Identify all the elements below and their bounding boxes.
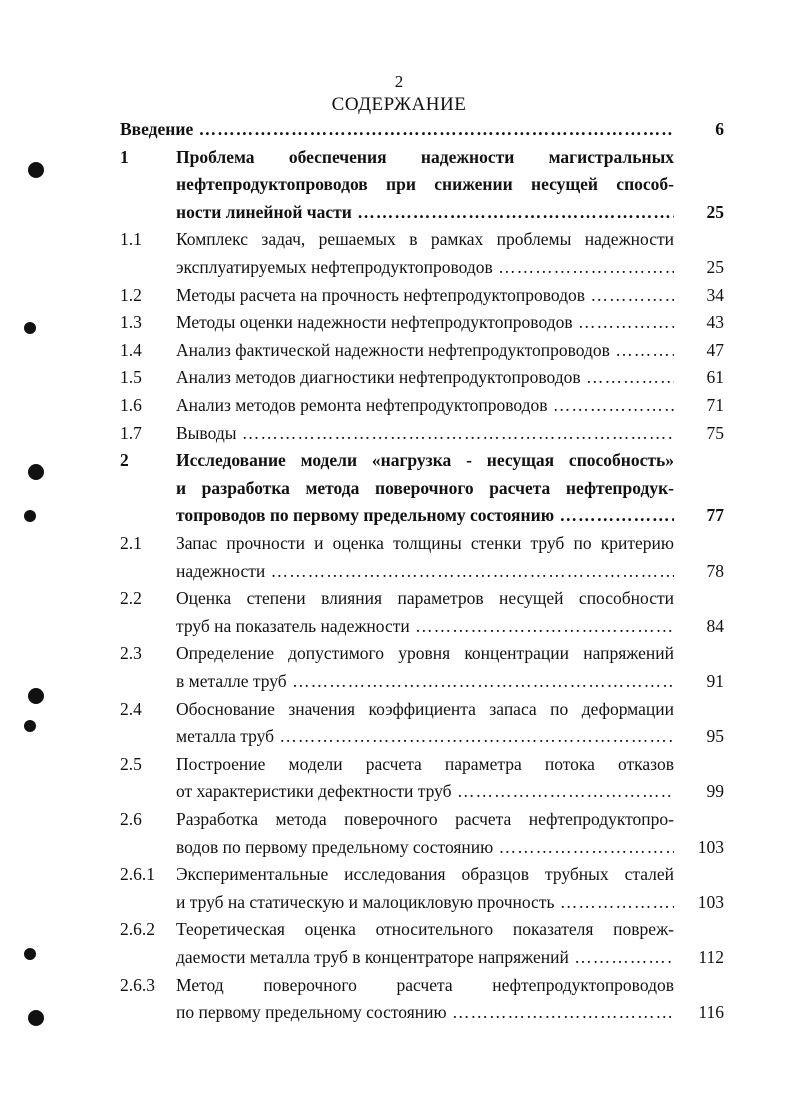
toc-entry-page: 99 bbox=[706, 781, 724, 802]
toc-entry-number: 1.7 bbox=[120, 422, 142, 443]
toc-entry-page: 116 bbox=[698, 1002, 724, 1023]
toc-entry-number: 1.5 bbox=[120, 367, 142, 388]
toc-entry-title: даемости металла труб в концентраторе напряжений ……………………………………………………………………………………………………………………………………… bbox=[176, 944, 674, 971]
toc-line bbox=[0, 392, 798, 419]
toc-entry-title: и труб на статическую и малоцикловую прочность ……………………………………………………………………………………………………………………………………… bbox=[176, 889, 674, 916]
toc-line bbox=[0, 337, 798, 364]
toc-entry-number: 1.2 bbox=[120, 284, 142, 305]
toc-entry-number: 2.3 bbox=[120, 643, 142, 664]
binder-hole bbox=[28, 464, 44, 480]
toc-entry-page: 34 bbox=[706, 284, 724, 305]
toc-entry-number: 2.2 bbox=[120, 588, 142, 609]
toc-line bbox=[0, 475, 798, 502]
toc-line bbox=[0, 999, 798, 1026]
toc-entry-number: 2.1 bbox=[120, 533, 142, 553]
toc-line bbox=[0, 558, 798, 585]
toc-line bbox=[0, 171, 798, 198]
toc-entry-title: Теоретическая оценка относительного показателя повреж- bbox=[176, 919, 674, 940]
toc-entry-number: 1.3 bbox=[120, 312, 142, 333]
toc-line bbox=[0, 640, 798, 667]
toc-entry-title: Исследование модели «нагрузка - несущая способность» bbox=[176, 450, 674, 471]
toc-entry-title: Построение модели расчета параметра потока отказов bbox=[176, 753, 674, 774]
toc-entry-title: надежности ……………………………………………………………………………………………………………………………………… bbox=[176, 558, 674, 585]
toc-entry-number: 2.4 bbox=[120, 698, 142, 719]
toc-entry-page: 91 bbox=[706, 671, 724, 691]
toc-line bbox=[0, 944, 798, 971]
toc-entry-page: 61 bbox=[706, 367, 724, 388]
toc-entry-number: 2.6.3 bbox=[120, 974, 155, 995]
toc-entry-page: 103 bbox=[697, 891, 724, 912]
toc-entry-number: 1 bbox=[120, 146, 129, 167]
toc-line bbox=[0, 613, 798, 640]
toc-entry-page: 47 bbox=[706, 339, 724, 360]
toc-entry-title: ности линейной части ……………………………………………………………………………………………………………………………………… bbox=[176, 199, 674, 226]
toc-entry-title: эксплуатируемых нефтепродуктопроводов ……………………………………………………………………………………………………………………………………… bbox=[176, 254, 674, 281]
binder-hole bbox=[24, 322, 36, 334]
toc-line bbox=[0, 585, 798, 612]
toc-entry-title: Методы расчета на прочность нефтепродуктопроводов ……………………………………………………………………………………………………………………………………… bbox=[176, 282, 674, 309]
binder-hole bbox=[24, 510, 36, 522]
toc-entry-title: Введение ……………………………………………………………………………………………………………………………………… bbox=[120, 116, 674, 143]
binder-hole bbox=[24, 720, 36, 732]
toc-entry-title: Методы оценки надежности нефтепродуктопроводов ……………………………………………………………………………………………………………………………………… bbox=[176, 309, 674, 336]
toc-entry-page: 78 bbox=[706, 560, 724, 581]
toc-entry-title: водов по первому предельному состоянию ……………………………………………………………………………………………………………………………………… bbox=[176, 834, 674, 861]
toc-entry-title: Метод поверочного расчета нефтепродуктопроводов bbox=[176, 974, 674, 995]
toc-line bbox=[0, 916, 798, 943]
toc-line bbox=[0, 889, 798, 916]
toc-entry-title: Анализ фактической надежности нефтепродуктопроводов ……………………………………………………………………………………………………………………………………… bbox=[176, 337, 674, 364]
toc-entry-number: 2.6.2 bbox=[120, 919, 155, 940]
toc-entry-title: Комплекс задач, решаемых в рамках проблемы надежности bbox=[176, 229, 674, 250]
toc-line bbox=[0, 696, 798, 723]
toc-entry-number: 1.4 bbox=[120, 339, 142, 360]
toc-entry-title: Разработка метода поверочного расчета нефтепродуктопро- bbox=[176, 809, 674, 829]
binder-hole bbox=[28, 1010, 44, 1026]
toc-line bbox=[0, 116, 798, 143]
toc-line bbox=[0, 972, 798, 999]
toc-line bbox=[0, 226, 798, 253]
toc-line bbox=[0, 364, 798, 391]
toc-entry-page: 6 bbox=[715, 119, 724, 139]
toc-entry-title: Определение допустимого уровня концентрации напряжений bbox=[176, 643, 674, 664]
toc-entry-title: Проблема обеспечения надежности магистральных bbox=[176, 146, 674, 167]
toc-entry-title: Анализ методов ремонта нефтепродуктопроводов ……………………………………………………………………………………………………………………………………… bbox=[176, 392, 674, 419]
toc-entry-number: 1.6 bbox=[120, 395, 142, 415]
toc-entry-title: от характеристики дефектности труб ……………………………………………………………………………………………………………………………………… bbox=[176, 778, 674, 805]
toc-line bbox=[0, 530, 798, 557]
toc-entry-title: нефтепродуктопроводов при снижении несущей способ- bbox=[176, 174, 674, 195]
toc-line bbox=[0, 447, 798, 474]
toc-line bbox=[0, 778, 798, 805]
toc-entry-page: 112 bbox=[698, 947, 724, 967]
toc-entry-title: в металле труб ……………………………………………………………………………………………………………………………………… bbox=[176, 668, 674, 695]
toc-entry-number: 2.5 bbox=[120, 753, 142, 774]
toc-line bbox=[0, 309, 798, 336]
binder-hole bbox=[28, 162, 44, 178]
page-title: СОДЕРЖАНИЕ bbox=[331, 94, 467, 115]
toc-entry-page: 84 bbox=[706, 615, 724, 636]
toc-entry-title: Экспериментальные исследования образцов трубных сталей bbox=[176, 864, 674, 885]
toc-line bbox=[0, 420, 798, 447]
toc-entry-number: 2.6 bbox=[120, 809, 142, 829]
toc-entry-title: труб на показатель надежности ……………………………………………………………………………………………………………………………………… bbox=[176, 613, 674, 640]
binder-hole bbox=[24, 948, 36, 960]
toc-line bbox=[0, 199, 798, 226]
toc-line bbox=[0, 254, 798, 281]
toc-entry-page: 71 bbox=[706, 395, 724, 415]
toc-entry-page: 95 bbox=[706, 726, 724, 747]
toc-entry-title: по первому предельному состоянию ……………………………………………………………………………………………………………………………………… bbox=[176, 999, 674, 1026]
toc-entry-page: 77 bbox=[706, 505, 724, 526]
toc-entry-number: 2.6.1 bbox=[120, 864, 155, 885]
toc-entry-title: Оценка степени влияния параметров несущей способности bbox=[176, 588, 674, 609]
toc-entry-page: 75 bbox=[706, 422, 724, 443]
toc-line bbox=[0, 668, 798, 695]
toc-line bbox=[0, 723, 798, 750]
toc-entry-page: 43 bbox=[706, 312, 724, 333]
toc-line bbox=[0, 751, 798, 778]
toc-entry-page: 103 bbox=[697, 836, 724, 857]
toc-entry-title: топроводов по первому предельному состоянию ……………………………………………………………………………………………………………………………………… bbox=[176, 502, 674, 529]
toc-entry-number: 1.1 bbox=[120, 229, 142, 250]
toc-entry-title: Выводы ……………………………………………………………………………………………………………………………………… bbox=[176, 420, 674, 447]
toc-entry-page: 25 bbox=[706, 257, 724, 277]
page-number: 2 bbox=[394, 72, 404, 91]
toc-entry-title: и разработка метода поверочного расчета нефтепродук- bbox=[176, 477, 674, 498]
toc-entry-title: металла труб ……………………………………………………………………………………………………………………………………… bbox=[176, 723, 674, 750]
toc-line bbox=[0, 144, 798, 171]
toc-line bbox=[0, 282, 798, 309]
toc-entry-title: Запас прочности и оценка толщины стенки труб по критерию bbox=[176, 533, 674, 553]
binder-hole bbox=[28, 688, 44, 704]
toc-entry-page: 25 bbox=[706, 201, 724, 222]
toc-entry-title: Анализ методов диагностики нефтепродуктопроводов ……………………………………………………………………………………………………………………………………… bbox=[176, 364, 674, 391]
toc-entry-number: 2 bbox=[120, 450, 129, 471]
toc-entry-title: Обоснование значения коэффициента запаса по деформации bbox=[176, 698, 674, 719]
toc-line bbox=[0, 861, 798, 888]
toc-line bbox=[0, 834, 798, 861]
toc-line bbox=[0, 502, 798, 529]
toc-line bbox=[0, 806, 798, 833]
